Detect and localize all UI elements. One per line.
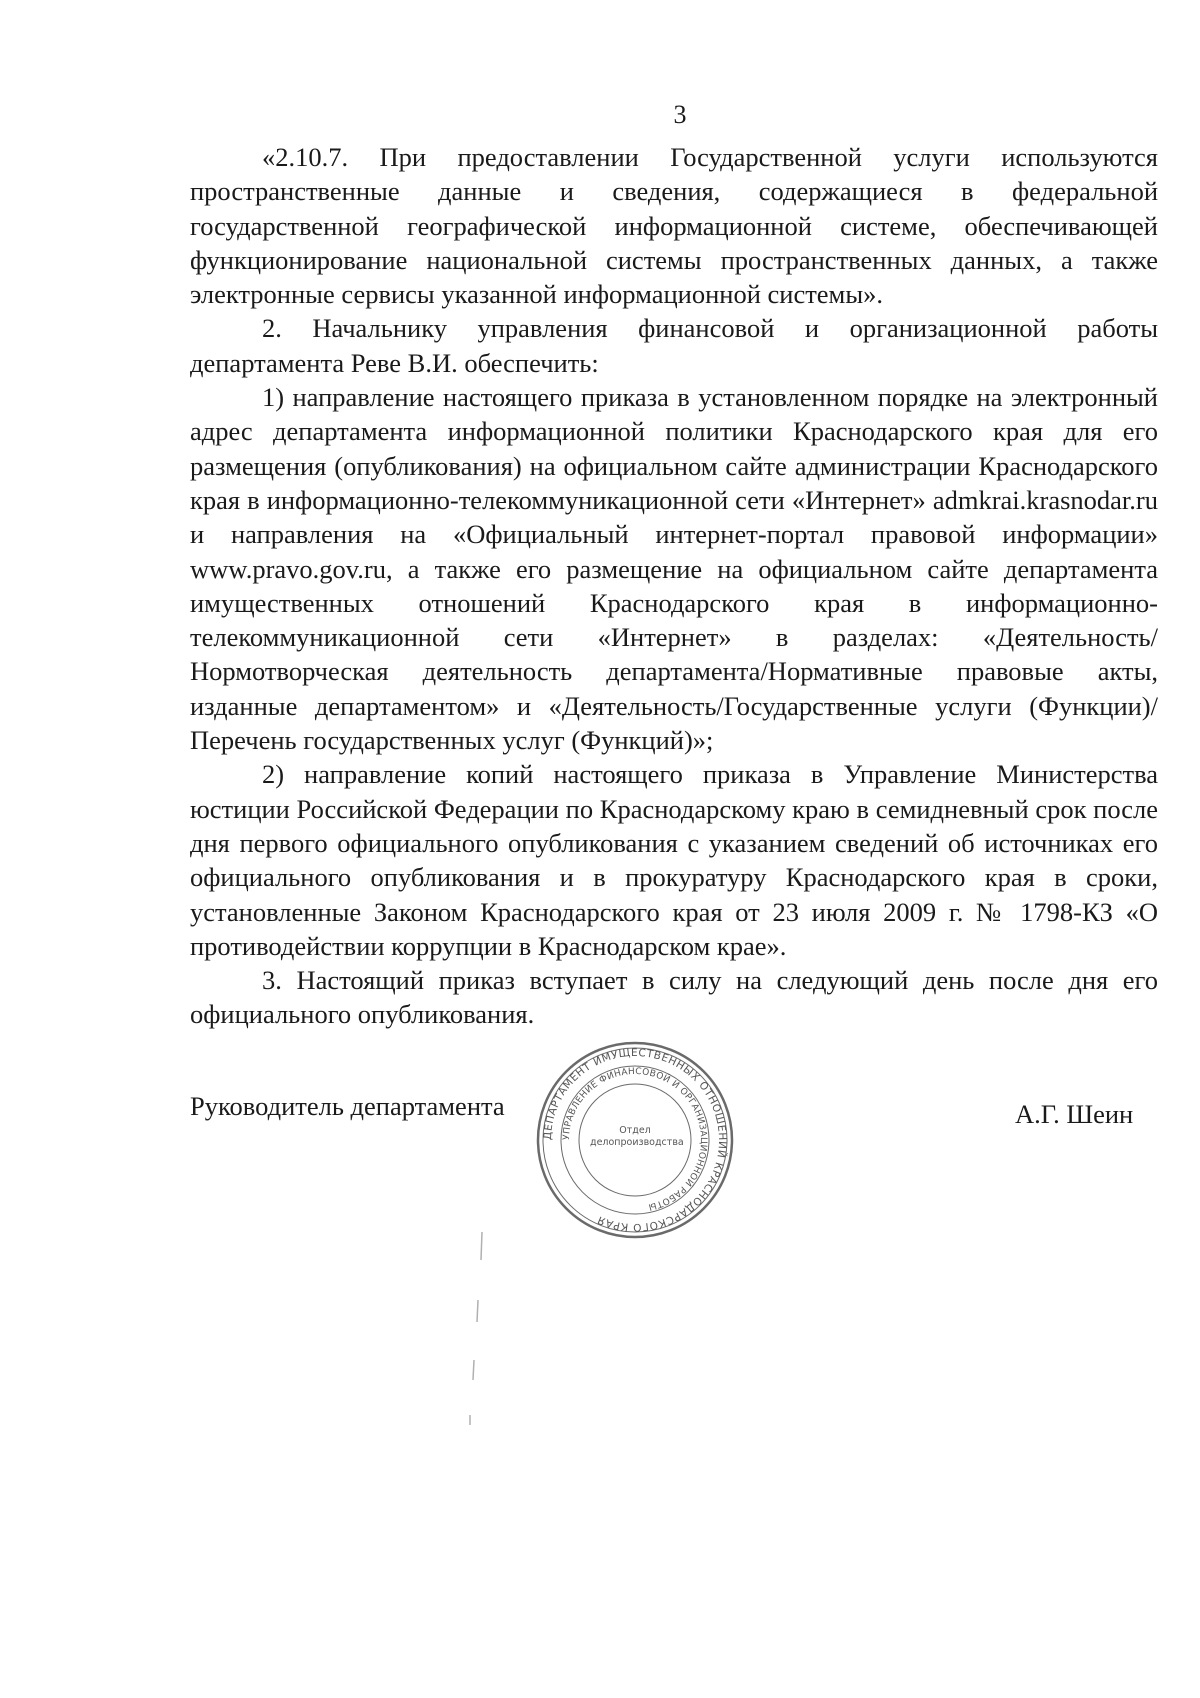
- stamp-center-line-1: Отдел: [619, 1125, 651, 1136]
- stamp-center-line-2: делопроизводства: [590, 1137, 684, 1148]
- paragraph-4: 2) направление копий настоящего приказа в Управление Министерства юстиции Российской Федерации по Краснодарскому краю в семидневный срок после дня первого официального опубликования с указанием сведений об источниках его официального опубликования и в прокуратуру Краснодарского края в сроки, установленные Законом Краснодарского края от 23 июля 2009 г. № 1798-КЗ «О противодействии коррупции в Краснодарском крае».: [190, 759, 1158, 961]
- signatory-position: Руководитель департамента: [190, 1091, 505, 1121]
- paragraph-1: «2.10.7. При предоставлении Государственной услуги используются пространственные данные и сведения, содержащиеся в федеральной государственной географической информационной системе, обеспечивающей функционирование национальной системы пространственных данных, а также электронные сервисы указанной информационной системы».: [190, 142, 1158, 310]
- paragraph-5: 3. Настоящий приказ вступает в силу на следующий день после дня его официального опубликования.: [190, 965, 1158, 1030]
- stamp-outer-text: ДЕПАРТАМЕНТ ИМУЩЕСТВЕННЫХ ОТНОШЕНИЙ КРАСНОДАРСКОГО КРАЯ: [541, 1046, 729, 1234]
- page-number: 3: [673, 100, 687, 129]
- paragraph-3: 1) направление настоящего приказа в установленном порядке на электронный адрес департамента информационной политики Краснодарского края для его размещения (опубликования) на официальном сайте администрации Краснодарского края в информационно-телекоммуникационной сети «Интернет» admkrai.krasnodar.ru и направления на «Официальный интернет-портал правовой информации» www.pravo.gov.ru, а также его размещение на официальном сайте департамента имущественных отношений Краснодарского края в информационно-телекоммуникационной сети «Интернет» в разделах: «Деятельность/Нормотворческая деятельность департамента/Нормативные правовые акты, изданные департаментом» и «Деятельность/Государственные услуги (Функции)/Перечень государственных услуг (Функций)»;: [190, 382, 1158, 756]
- stamp-inner-text: УПРАВЛЕНИЕ ФИНАНСОВОЙ И ОРГАНИЗАЦИОННОЙ РАБОТЫ: [561, 1066, 709, 1212]
- signatory-name: А.Г. Шеин: [1015, 1099, 1134, 1129]
- pen-mark: [460, 1230, 490, 1430]
- stamp-center: [590, 1125, 684, 1149]
- paragraph-2: 2. Начальнику управления финансовой и организационной работы департамента Реве В.И. обеспечить:: [190, 313, 1158, 378]
- document-body: [190, 140, 1158, 1032]
